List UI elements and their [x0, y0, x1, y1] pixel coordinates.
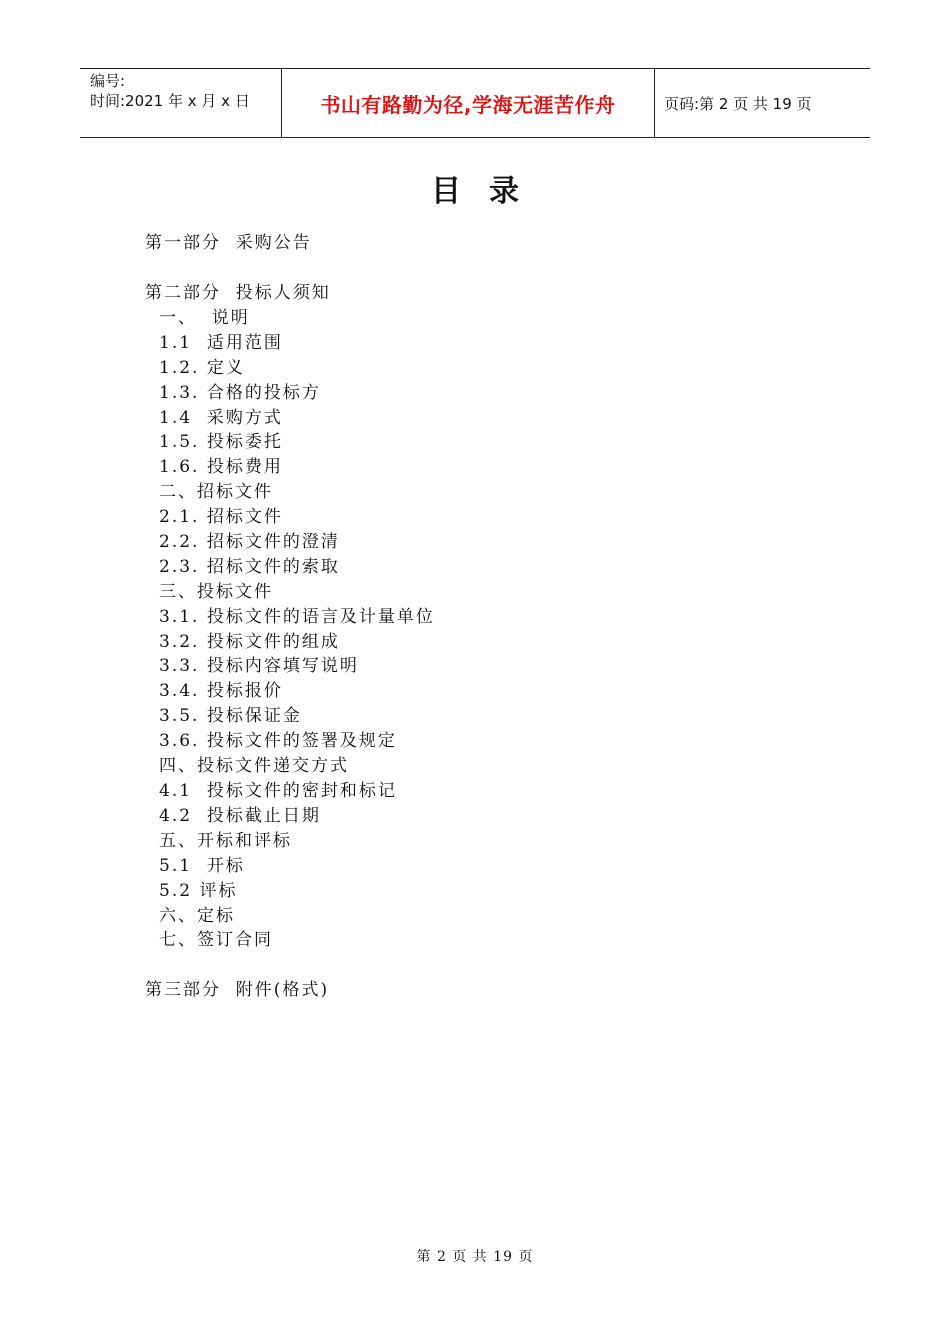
toc-entry: 七、签订合同: [159, 930, 273, 950]
toc-entry: 3.5. 投标保证金: [159, 706, 302, 726]
toc-entry: 2.3. 招标文件的索取: [159, 557, 340, 577]
toc-entry: 3.3. 投标内容填写说明: [159, 656, 359, 676]
header-page-info: 页码:第 2 页 共 19 页: [664, 94, 812, 113]
toc-entry: 二、招标文件: [159, 482, 273, 502]
toc-entry: 3.1. 投标文件的语言及计量单位: [159, 607, 435, 627]
toc-entry: 5.1 开标: [159, 856, 245, 876]
toc-part-heading: 第二部分 投标人须知: [145, 283, 331, 303]
toc-entry: 5.2 评标: [159, 881, 238, 901]
toc-entry: 1.6. 投标费用: [159, 457, 283, 477]
toc-entry: 六、定标: [159, 906, 235, 926]
toc-entry: 1.3. 合格的投标方: [159, 383, 321, 403]
toc-entry: 五、开标和评标: [159, 831, 292, 851]
toc-entry: 2.2. 招标文件的澄清: [159, 532, 340, 552]
page-title: 目录: [431, 174, 547, 209]
page-header: [80, 68, 870, 138]
toc-entry: 三、投标文件: [159, 582, 273, 602]
toc-entry: 1.2. 定义: [159, 358, 245, 378]
document-number-label: 编号:: [90, 72, 126, 90]
toc-entry: 1.5. 投标委托: [159, 432, 283, 452]
toc-entry: 2.1. 招标文件: [159, 507, 283, 527]
document-time-label: 时间:2021 年 x 月 x 日: [90, 92, 250, 110]
toc-entry: 1.1 适用范围: [159, 333, 283, 353]
toc-part-heading: 第一部分 采购公告: [145, 233, 312, 253]
toc-entry: 1.4 采购方式: [159, 408, 283, 428]
toc-part-heading: 第三部分 附件(格式): [145, 980, 330, 1000]
header-meta: [80, 69, 282, 137]
toc-entry: 一、 说明: [159, 308, 250, 328]
toc-entry: 3.6. 投标文件的签署及规定: [159, 731, 397, 751]
header-motto-cell: [282, 69, 655, 137]
header-motto: 书山有路勤为径,学海无涯苦作舟: [320, 92, 616, 117]
toc-entry: 3.2. 投标文件的组成: [159, 632, 340, 652]
toc-entry: 3.4. 投标报价: [159, 681, 283, 701]
page-footer: 第 2 页 共 19 页: [416, 1249, 534, 1265]
toc-entry: 4.1 投标文件的密封和标记: [159, 781, 397, 801]
toc-entry: 4.2 投标截止日期: [159, 806, 321, 826]
toc-entry: 四、投标文件递交方式: [159, 756, 349, 776]
